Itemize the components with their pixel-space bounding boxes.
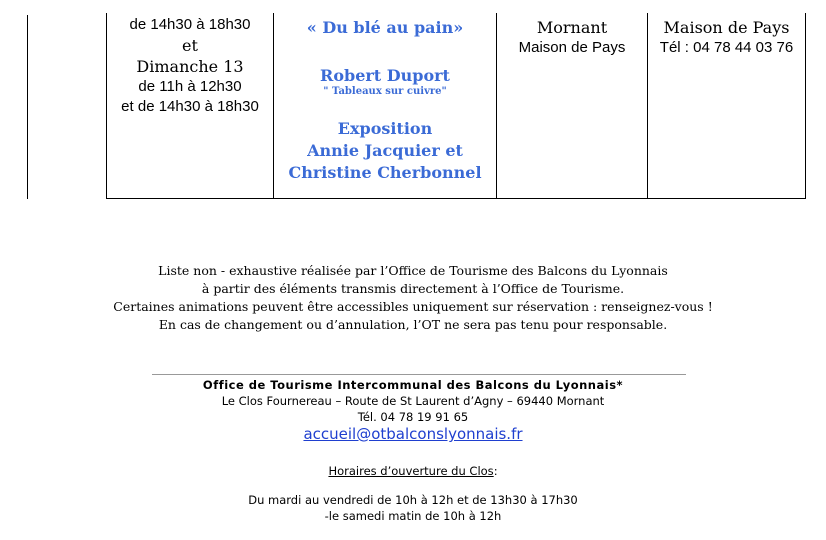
place-town: Mornant (536, 18, 608, 37)
disclaimer-line-2: à partir des éléments transmis directement à l’Office de Tourisme. (201, 281, 625, 296)
office-title: Office de Tourisme Intercommunal des Balcons du Lyonnais* (202, 378, 624, 392)
office-phone: Tél. 04 78 19 91 65 (357, 410, 469, 424)
schedule-cell (107, 13, 274, 198)
hours-line-1: Du mardi au vendredi de 10h à 12h et de 13h30 à 17h30 (248, 493, 578, 507)
event-cell (274, 13, 497, 198)
schedule-day: Dimanche 13 (136, 57, 244, 76)
exhibition-artists-line-1: Annie Jacquier et (307, 141, 463, 160)
margin-change-bar (27, 15, 28, 199)
office-address: Le Clos Fournereau – Route de St Laurent d’Agny – 69440 Mornant (221, 394, 605, 408)
contact-cell (648, 13, 805, 198)
events-table (106, 13, 806, 199)
exhibition-label: Exposition (337, 119, 433, 138)
disclaimer-line-1: Liste non - exhaustive réalisée par l’Office de Tourisme des Balcons du Lyonnais (158, 263, 668, 278)
hours-title-colon: : (493, 464, 498, 478)
office-email-wrap (0, 424, 826, 444)
footer-divider (152, 374, 686, 375)
schedule-line-5: et de 14h30 à 18h30 (121, 98, 259, 115)
contact-phone: Tél : 04 78 44 03 76 (659, 39, 794, 56)
place-venue: Maison de Pays (518, 39, 626, 56)
office-email-link[interactable]: accueil@otbalconslyonnais.fr (303, 425, 523, 443)
schedule-line-1: de 14h30 à 18h30 (129, 16, 251, 33)
contact-name: Maison de Pays (663, 18, 790, 37)
event-artist: Robert Duport (320, 66, 450, 85)
disclaimer-line-4: En cas de changement ou d’annulation, l’OT ne sera pas tenu pour responsable. (158, 317, 668, 332)
event-title: « Du blé au pain» (306, 18, 464, 37)
hours-line-2: -le samedi matin de 10h à 12h (324, 509, 502, 523)
event-artist-subtitle: " Tableaux sur cuivre" (323, 86, 447, 97)
exhibition-artists-line-2: Christine Cherbonnel (288, 163, 482, 182)
place-cell (497, 13, 648, 198)
hours-title-line (0, 463, 826, 479)
hours-title: Horaires d’ouverture du Clos (328, 464, 494, 478)
schedule-line-4: de 11h à 12h30 (138, 78, 242, 95)
schedule-line-2: et (182, 36, 198, 55)
disclaimer-line-3: Certaines animations peuvent être accessibles uniquement sur réservation : renseignez-vous ! (113, 299, 713, 314)
